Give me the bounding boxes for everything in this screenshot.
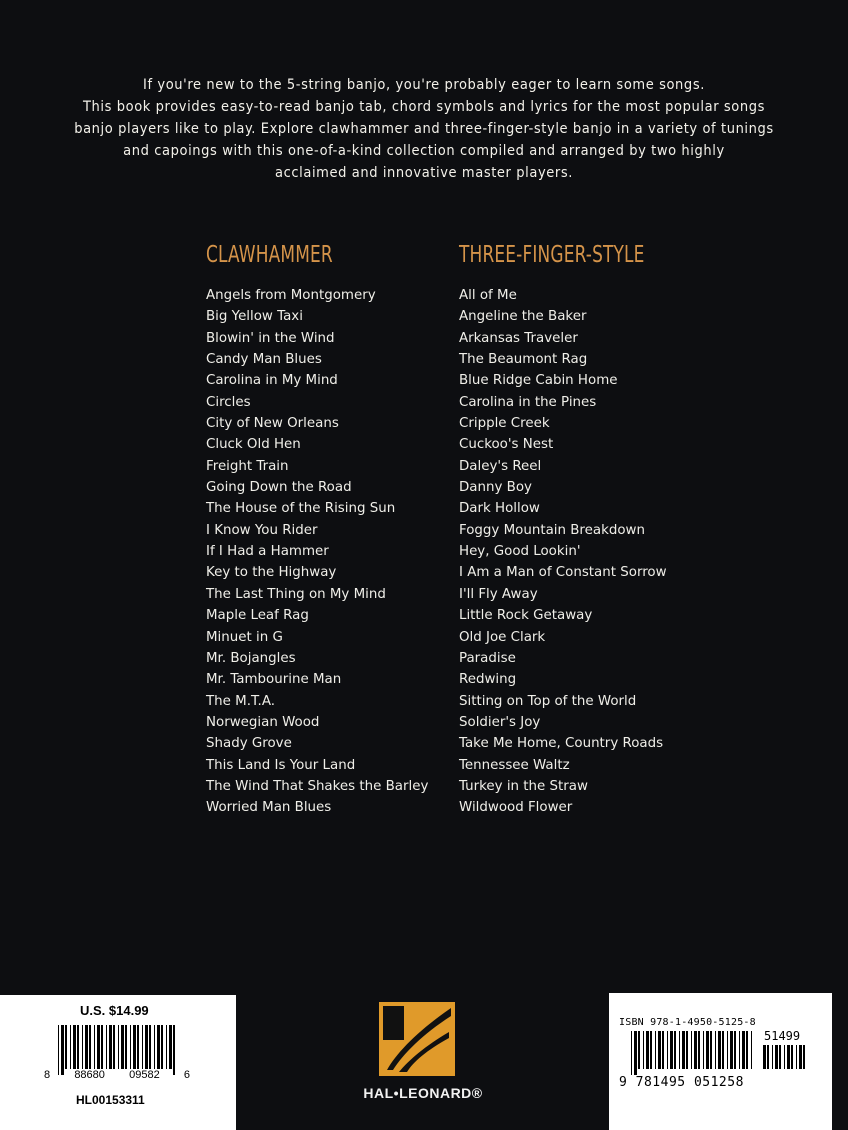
upc-digit-group: 88680	[74, 1069, 105, 1081]
song-title: I Know You Rider	[206, 522, 318, 538]
song-title: Mr. Bojangles	[206, 650, 296, 666]
song-title: I'll Fly Away	[459, 586, 538, 602]
song-title: Carolina in the Pines	[459, 394, 597, 410]
song-title: The Wind That Shakes the Barley	[206, 778, 429, 794]
song-title: Mr. Tambourine Man	[206, 672, 342, 688]
song-title: Soldier's Joy	[459, 714, 541, 730]
song-title: The House of the Rising Sun	[206, 501, 396, 517]
song-title: Paradise	[459, 650, 516, 666]
hal-leonard-logo	[338, 1000, 508, 1110]
clawhammer-song-list	[206, 285, 428, 819]
song-title: Arkansas Traveler	[459, 330, 578, 346]
song-title: Freight Train	[206, 458, 289, 474]
song-title: I Am a Man of Constant Sorrow	[459, 565, 667, 581]
intro-line: and capoings with this one-of-a-kind collection compiled and arranged by two highly	[123, 143, 725, 159]
song-title: Candy Man Blues	[206, 352, 322, 368]
three-finger-song-list	[459, 285, 685, 819]
isbn-addon-number: 51499	[764, 1029, 801, 1043]
price-label: U.S. $14.99	[80, 1003, 149, 1018]
song-title: City of New Orleans	[206, 416, 339, 432]
intro-paragraph	[40, 74, 808, 184]
upc-digits	[44, 1069, 190, 1081]
intro-line: If you're new to the 5-string banjo, you're probably eager to learn some songs.	[143, 77, 705, 93]
song-title: Tennessee Waltz	[459, 757, 570, 773]
song-title: Key to the Highway	[206, 565, 337, 581]
song-title: This Land Is Your Land	[206, 757, 356, 773]
song-title: The Beaumont Rag	[459, 352, 588, 368]
song-title: If I Had a Hammer	[206, 544, 329, 560]
upc-barcode-panel	[0, 995, 236, 1130]
song-title: Foggy Mountain Breakdown	[459, 522, 645, 538]
song-title: Redwing	[459, 672, 517, 688]
song-title: Little Rock Getaway	[459, 608, 593, 624]
song-title: Blowin' in the Wind	[206, 330, 335, 346]
song-title: Daley's Reel	[459, 458, 542, 474]
three-finger-heading: THREE-FINGER-STYLE	[459, 242, 645, 268]
song-title: Cripple Creek	[459, 416, 550, 432]
song-title: Cluck Old Hen	[206, 437, 301, 453]
item-code: HL00153311	[76, 1093, 145, 1107]
song-title: Wildwood Flower	[459, 800, 573, 816]
song-title: Big Yellow Taxi	[206, 309, 303, 325]
song-title: Dark Hollow	[459, 501, 540, 517]
isbn-barcode-panel	[609, 993, 832, 1130]
song-title: Danny Boy	[459, 480, 532, 496]
song-title: Norwegian Wood	[206, 714, 320, 730]
intro-line: This book provides easy-to-read banjo tab, chord symbols and lyrics for the most popular songs	[82, 99, 766, 115]
song-title: The Last Thing on My Mind	[206, 586, 386, 602]
intro-line: banjo players like to play. Explore clawhammer and three-finger-style banjo in a variety of tunings	[74, 121, 774, 137]
song-title: Sitting on Top of the World	[459, 693, 637, 709]
song-title: Shady Grove	[206, 736, 292, 752]
clawhammer-column	[206, 238, 428, 819]
song-title: Hey, Good Lookin'	[459, 544, 581, 560]
song-title: Carolina in My Mind	[206, 373, 338, 389]
upc-digit-group: 09582	[129, 1069, 160, 1081]
song-title: Old Joe Clark	[459, 629, 546, 645]
song-title: Angels from Montgomery	[206, 288, 376, 303]
hal-leonard-wordmark: HAL•LEONARD®	[363, 1085, 483, 1101]
isbn-digits: 9 781495 051258	[619, 1075, 744, 1090]
isbn-label: ISBN 978-1-4950-5125-8	[619, 1017, 756, 1028]
song-title: Minuet in G	[206, 629, 283, 645]
song-title: Maple Leaf Rag	[206, 608, 309, 624]
upc-barcode	[58, 1025, 176, 1075]
song-title: Going Down the Road	[206, 480, 352, 496]
song-title: Turkey in the Straw	[459, 778, 588, 794]
song-title: Take Me Home, Country Roads	[459, 736, 664, 752]
song-title: Circles	[206, 394, 251, 410]
song-title: Worried Man Blues	[206, 800, 332, 816]
intro-line: acclaimed and innovative master players.	[275, 165, 573, 181]
song-title: Cuckoo's Nest	[459, 437, 554, 453]
isbn-addon-barcode	[763, 1045, 809, 1075]
song-title: The M.T.A.	[206, 693, 275, 709]
hal-leonard-emblem-icon	[379, 1002, 455, 1076]
song-title: Angeline the Baker	[459, 309, 587, 325]
upc-digit-group: 6	[183, 1069, 190, 1081]
song-title: All of Me	[459, 288, 517, 303]
isbn-barcode	[631, 1031, 755, 1075]
three-finger-column	[459, 238, 685, 819]
clawhammer-heading: CLAWHAMMER	[206, 242, 333, 268]
song-title: Blue Ridge Cabin Home	[459, 373, 618, 389]
upc-digit-group: 8	[44, 1069, 51, 1081]
